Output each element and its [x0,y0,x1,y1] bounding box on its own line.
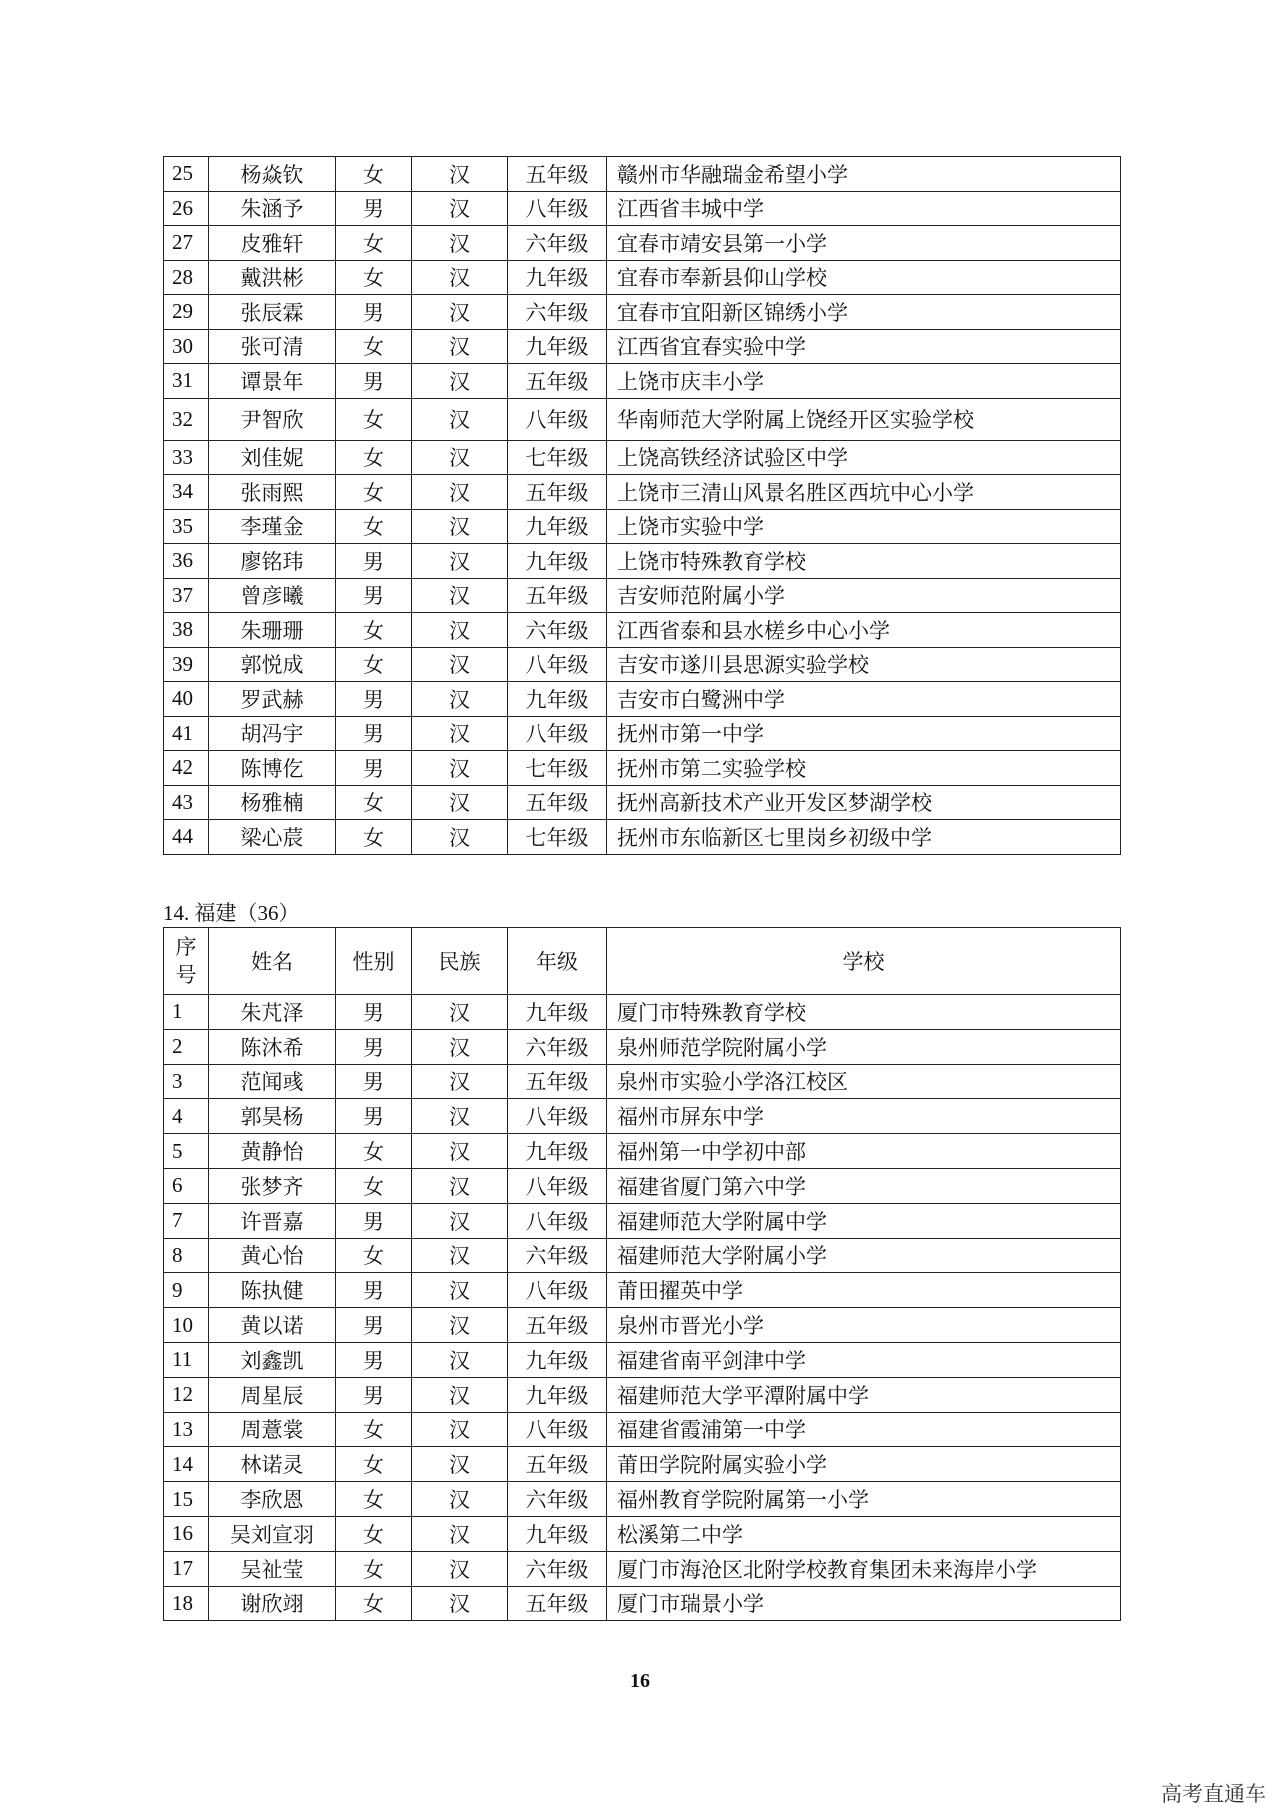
cell-name: 陈沐希 [209,1029,336,1064]
cell-school: 宜春市靖安县第一小学 [607,226,1121,261]
table-row [164,364,1121,399]
cell-ethnicity: 汉 [412,1134,508,1169]
section-heading-fujian: 14. 福建（36） [163,901,300,925]
cell-gender: 女 [336,647,412,682]
cell-no: 26 [164,191,209,226]
cell-name: 李瑾金 [209,509,336,544]
cell-no: 36 [164,544,209,579]
cell-grade: 五年级 [508,785,607,820]
header-gender: 性别 [336,928,412,995]
table-row [164,578,1121,613]
cell-no: 13 [164,1412,209,1447]
cell-school: 华南师范大学附属上饶经开区实验学校 [607,398,1121,440]
cell-ethnicity: 汉 [412,1482,508,1517]
cell-name: 黄静怡 [209,1134,336,1169]
cell-no: 25 [164,157,209,192]
cell-gender: 女 [336,785,412,820]
cell-name: 皮雅轩 [209,226,336,261]
header-ethnicity: 民族 [412,928,508,995]
table-row [164,191,1121,226]
cell-grade: 九年级 [508,1342,607,1377]
table-row [164,295,1121,330]
cell-name: 戴洪彬 [209,260,336,295]
cell-no: 35 [164,509,209,544]
cell-grade: 九年级 [508,682,607,717]
cell-name: 范闻彧 [209,1064,336,1099]
cell-ethnicity: 汉 [412,1516,508,1551]
cell-gender: 男 [336,1203,412,1238]
table-row [164,1412,1121,1447]
cell-grade: 五年级 [508,1308,607,1343]
cell-school: 福建师范大学附属中学 [607,1203,1121,1238]
cell-no: 37 [164,578,209,613]
cell-ethnicity: 汉 [412,544,508,579]
cell-grade: 八年级 [508,716,607,751]
table-row [164,226,1121,261]
cell-gender: 男 [336,751,412,786]
cell-name: 刘鑫凯 [209,1342,336,1377]
cell-gender: 男 [336,716,412,751]
table-row [164,1134,1121,1169]
cell-school: 江西省丰城中学 [607,191,1121,226]
cell-name: 杨焱钦 [209,157,336,192]
cell-grade: 八年级 [508,1273,607,1308]
cell-gender: 女 [336,329,412,364]
cell-school: 抚州高新技术产业开发区梦湖学校 [607,785,1121,820]
cell-name: 陈执健 [209,1273,336,1308]
cell-school: 吉安市遂川县思源实验学校 [607,647,1121,682]
cell-name: 朱珊珊 [209,613,336,648]
cell-no: 5 [164,1134,209,1169]
cell-gender: 男 [336,1099,412,1134]
table-row [164,475,1121,510]
cell-ethnicity: 汉 [412,191,508,226]
cell-name: 谢欣翊 [209,1586,336,1621]
cell-gender: 男 [336,578,412,613]
cell-school: 福建省霞浦第一中学 [607,1412,1121,1447]
cell-gender: 男 [336,1064,412,1099]
cell-gender: 女 [336,820,412,855]
cell-ethnicity: 汉 [412,1586,508,1621]
cell-no: 39 [164,647,209,682]
table-row [164,785,1121,820]
table-row [164,1551,1121,1586]
header-school: 学校 [607,928,1121,995]
table-row [164,1586,1121,1621]
cell-ethnicity: 汉 [412,364,508,399]
cell-no: 14 [164,1447,209,1482]
cell-name: 廖铭玮 [209,544,336,579]
cell-name: 陈博仡 [209,751,336,786]
cell-ethnicity: 汉 [412,1377,508,1412]
cell-name: 郭昊杨 [209,1099,336,1134]
cell-ethnicity: 汉 [412,475,508,510]
cell-grade: 七年级 [508,440,607,475]
cell-grade: 六年级 [508,1029,607,1064]
table-row [164,613,1121,648]
cell-school: 宜春市奉新县仰山学校 [607,260,1121,295]
cell-grade: 五年级 [508,364,607,399]
cell-name: 吴刘宣羽 [209,1516,336,1551]
cell-gender: 女 [336,398,412,440]
cell-name: 许晋嘉 [209,1203,336,1238]
cell-name: 黄心怡 [209,1238,336,1273]
cell-no: 17 [164,1551,209,1586]
cell-grade: 八年级 [508,1099,607,1134]
cell-ethnicity: 汉 [412,398,508,440]
cell-gender: 女 [336,613,412,648]
cell-school: 福建师范大学附属小学 [607,1238,1121,1273]
cell-ethnicity: 汉 [412,785,508,820]
cell-gender: 女 [336,260,412,295]
student-table-jiangxi [163,156,1121,855]
cell-gender: 男 [336,682,412,717]
table-row [164,1238,1121,1273]
cell-school: 莆田擢英中学 [607,1273,1121,1308]
table-body [164,995,1121,1621]
cell-name: 张梦齐 [209,1168,336,1203]
cell-gender: 女 [336,509,412,544]
cell-school: 上饶市实验中学 [607,509,1121,544]
cell-grade: 五年级 [508,1586,607,1621]
cell-ethnicity: 汉 [412,820,508,855]
cell-name: 周星辰 [209,1377,336,1412]
cell-ethnicity: 汉 [412,440,508,475]
cell-gender: 男 [336,1377,412,1412]
table-row [164,398,1121,440]
cell-grade: 九年级 [508,260,607,295]
table-row [164,647,1121,682]
table-row [164,509,1121,544]
cell-school: 上饶市庆丰小学 [607,364,1121,399]
cell-name: 胡冯宇 [209,716,336,751]
cell-gender: 女 [336,1412,412,1447]
watermark-text: 高考直通车 [1161,1782,1266,1806]
cell-grade: 六年级 [508,1482,607,1517]
cell-ethnicity: 汉 [412,260,508,295]
cell-no: 2 [164,1029,209,1064]
cell-ethnicity: 汉 [412,995,508,1030]
cell-ethnicity: 汉 [412,1447,508,1482]
cell-school: 吉安市白鹭洲中学 [607,682,1121,717]
table-row [164,440,1121,475]
table-row [164,1516,1121,1551]
cell-grade: 九年级 [508,509,607,544]
cell-school: 泉州市晋光小学 [607,1308,1121,1343]
cell-grade: 五年级 [508,1064,607,1099]
table-row [164,1342,1121,1377]
cell-no: 7 [164,1203,209,1238]
table-row [164,1203,1121,1238]
cell-grade: 九年级 [508,1516,607,1551]
cell-ethnicity: 汉 [412,1238,508,1273]
cell-no: 28 [164,260,209,295]
cell-school: 福建省南平剑津中学 [607,1342,1121,1377]
cell-ethnicity: 汉 [412,1551,508,1586]
cell-school: 吉安师范附属小学 [607,578,1121,613]
cell-no: 4 [164,1099,209,1134]
cell-name: 罗武赫 [209,682,336,717]
header-name: 姓名 [209,928,336,995]
cell-school: 厦门市海沧区北附学校教育集团未来海岸小学 [607,1551,1121,1586]
cell-name: 郭悦成 [209,647,336,682]
cell-gender: 女 [336,1551,412,1586]
table-row [164,1064,1121,1099]
cell-name: 刘佳妮 [209,440,336,475]
cell-no: 10 [164,1308,209,1343]
cell-ethnicity: 汉 [412,1029,508,1064]
cell-school: 泉州市实验小学洛江校区 [607,1064,1121,1099]
cell-grade: 九年级 [508,1134,607,1169]
cell-name: 梁心莀 [209,820,336,855]
cell-grade: 六年级 [508,226,607,261]
cell-school: 上饶市三清山风景名胜区西坑中心小学 [607,475,1121,510]
cell-grade: 八年级 [508,1203,607,1238]
cell-school: 莆田学院附属实验小学 [607,1447,1121,1482]
cell-no: 31 [164,364,209,399]
cell-no: 3 [164,1064,209,1099]
table-row [164,1447,1121,1482]
cell-gender: 男 [336,544,412,579]
header-no [164,928,209,995]
cell-grade: 八年级 [508,1168,607,1203]
cell-name: 李欣恩 [209,1482,336,1517]
cell-no: 29 [164,295,209,330]
cell-ethnicity: 汉 [412,1308,508,1343]
cell-gender: 男 [336,295,412,330]
cell-no: 11 [164,1342,209,1377]
table-row [164,751,1121,786]
cell-name: 曾彦曦 [209,578,336,613]
cell-school: 福建师范大学平潭附属中学 [607,1377,1121,1412]
cell-grade: 五年级 [508,475,607,510]
cell-no: 43 [164,785,209,820]
cell-name: 尹智欣 [209,398,336,440]
cell-no: 32 [164,398,209,440]
cell-gender: 男 [336,364,412,399]
cell-gender: 男 [336,1273,412,1308]
header-grade: 年级 [508,928,607,995]
cell-name: 张可清 [209,329,336,364]
cell-gender: 女 [336,1516,412,1551]
cell-gender: 女 [336,1238,412,1273]
cell-no: 16 [164,1516,209,1551]
cell-grade: 五年级 [508,1447,607,1482]
table-row [164,716,1121,751]
cell-no: 9 [164,1273,209,1308]
cell-school: 抚州市第一中学 [607,716,1121,751]
table-header-row [164,928,1121,995]
table-row [164,1308,1121,1343]
cell-grade: 九年级 [508,995,607,1030]
table-row [164,1482,1121,1517]
cell-no: 42 [164,751,209,786]
cell-ethnicity: 汉 [412,1203,508,1238]
cell-ethnicity: 汉 [412,1099,508,1134]
table-row [164,1099,1121,1134]
cell-school: 江西省宜春实验中学 [607,329,1121,364]
cell-gender: 男 [336,1308,412,1343]
student-table-fujian [163,927,1121,1621]
cell-no: 44 [164,820,209,855]
cell-no: 18 [164,1586,209,1621]
cell-grade: 七年级 [508,751,607,786]
cell-ethnicity: 汉 [412,1168,508,1203]
cell-ethnicity: 汉 [412,751,508,786]
table-row [164,157,1121,192]
cell-no: 8 [164,1238,209,1273]
cell-school: 宜春市宜阳新区锦绣小学 [607,295,1121,330]
cell-no: 15 [164,1482,209,1517]
cell-school: 福建省厦门第六中学 [607,1168,1121,1203]
cell-name: 杨雅楠 [209,785,336,820]
cell-ethnicity: 汉 [412,578,508,613]
cell-school: 松溪第二中学 [607,1516,1121,1551]
cell-ethnicity: 汉 [412,647,508,682]
cell-grade: 六年级 [508,613,607,648]
cell-ethnicity: 汉 [412,716,508,751]
cell-ethnicity: 汉 [412,1064,508,1099]
cell-gender: 女 [336,1168,412,1203]
cell-name: 吴祉莹 [209,1551,336,1586]
cell-no: 41 [164,716,209,751]
table-row [164,1029,1121,1064]
table-row [164,820,1121,855]
header-no-char-1: 序 [175,935,197,959]
cell-ethnicity: 汉 [412,295,508,330]
cell-grade: 七年级 [508,820,607,855]
cell-gender: 男 [336,995,412,1030]
cell-school: 福州教育学院附属第一小学 [607,1482,1121,1517]
table-body [164,157,1121,855]
cell-school: 抚州市第二实验学校 [607,751,1121,786]
cell-name: 谭景年 [209,364,336,399]
cell-name: 张雨熙 [209,475,336,510]
cell-name: 周薏裳 [209,1412,336,1447]
cell-grade: 八年级 [508,191,607,226]
cell-gender: 男 [336,1342,412,1377]
cell-gender: 女 [336,1134,412,1169]
cell-grade: 五年级 [508,578,607,613]
cell-no: 30 [164,329,209,364]
cell-school: 厦门市瑞景小学 [607,1586,1121,1621]
cell-school: 福州市屏东中学 [607,1099,1121,1134]
table-row [164,329,1121,364]
cell-ethnicity: 汉 [412,226,508,261]
cell-gender: 女 [336,226,412,261]
cell-school: 赣州市华融瑞金希望小学 [607,157,1121,192]
cell-grade: 六年级 [508,1551,607,1586]
cell-grade: 八年级 [508,398,607,440]
page-number: 16 [630,1670,650,1692]
table-row [164,1377,1121,1412]
cell-grade: 六年级 [508,1238,607,1273]
cell-no: 12 [164,1377,209,1412]
cell-gender: 男 [336,1029,412,1064]
cell-ethnicity: 汉 [412,329,508,364]
cell-ethnicity: 汉 [412,682,508,717]
cell-gender: 女 [336,1482,412,1517]
cell-name: 黄以诺 [209,1308,336,1343]
cell-ethnicity: 汉 [412,1273,508,1308]
cell-grade: 九年级 [508,1377,607,1412]
cell-no: 33 [164,440,209,475]
cell-no: 1 [164,995,209,1030]
cell-no: 6 [164,1168,209,1203]
cell-ethnicity: 汉 [412,613,508,648]
table-row [164,260,1121,295]
cell-gender: 女 [336,1586,412,1621]
cell-gender: 女 [336,1447,412,1482]
cell-no: 34 [164,475,209,510]
cell-school: 福州第一中学初中部 [607,1134,1121,1169]
cell-school: 上饶高铁经济试验区中学 [607,440,1121,475]
cell-gender: 女 [336,157,412,192]
cell-gender: 女 [336,440,412,475]
cell-name: 朱芃泽 [209,995,336,1030]
cell-grade: 八年级 [508,647,607,682]
header-no-char-2: 号 [175,963,197,987]
table-row [164,682,1121,717]
cell-no: 40 [164,682,209,717]
cell-no: 27 [164,226,209,261]
cell-gender: 女 [336,475,412,510]
cell-grade: 六年级 [508,295,607,330]
cell-grade: 九年级 [508,544,607,579]
cell-ethnicity: 汉 [412,157,508,192]
cell-no: 38 [164,613,209,648]
table-row [164,1168,1121,1203]
cell-gender: 男 [336,191,412,226]
table-row [164,544,1121,579]
cell-ethnicity: 汉 [412,1412,508,1447]
cell-school: 上饶市特殊教育学校 [607,544,1121,579]
table-row [164,995,1121,1030]
cell-school: 泉州师范学院附属小学 [607,1029,1121,1064]
cell-school: 江西省泰和县水槎乡中心小学 [607,613,1121,648]
cell-ethnicity: 汉 [412,509,508,544]
cell-ethnicity: 汉 [412,1342,508,1377]
table-row [164,1273,1121,1308]
cell-grade: 五年级 [508,157,607,192]
cell-name: 林诺灵 [209,1447,336,1482]
cell-name: 张辰霖 [209,295,336,330]
cell-grade: 八年级 [508,1412,607,1447]
cell-grade: 九年级 [508,329,607,364]
cell-school: 抚州市东临新区七里岗乡初级中学 [607,820,1121,855]
cell-school: 厦门市特殊教育学校 [607,995,1121,1030]
cell-name: 朱涵予 [209,191,336,226]
